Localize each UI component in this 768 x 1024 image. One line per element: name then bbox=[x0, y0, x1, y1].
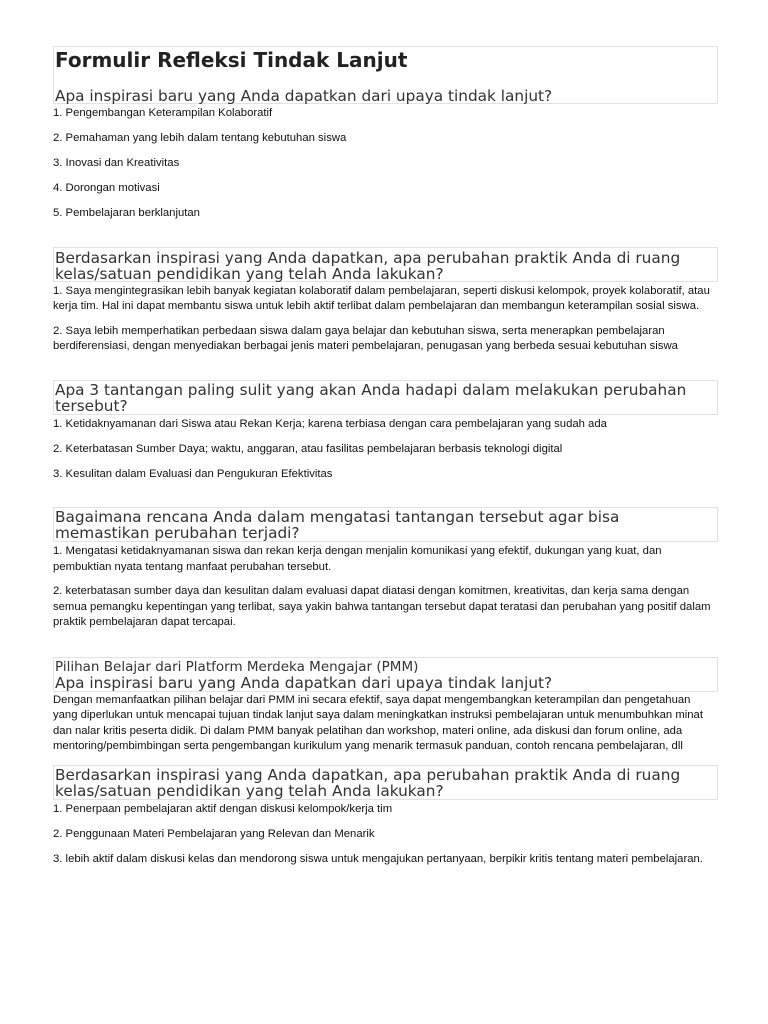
answer-4-2: 2. keterbatasan sumber daya dan kesulitan dalam evaluasi dapat diatasi dengan komitmen, kreativitas, dan kerja sama dengan semua pemangku kepentingan yang terlibat, saya yakin bahwa tantangan tersebut dapat teratasi dan perubahan yang positif dalam praktik pembelajaran dapat tercapai. bbox=[53, 585, 711, 628]
title-box bbox=[53, 46, 718, 104]
answer-3-1: 1. Ketidaknyamanan dari Siswa atau Rekan Kerja; karena terbiasa dengan cara pembelajaran yang sudah ada bbox=[53, 417, 607, 430]
answers-5 bbox=[53, 693, 718, 755]
answer-2-1: 1. Saya mengintegrasikan lebih banyak kegiatan kolaboratif dalam pembelajaran, seperti diskusi kelompok, proyek kolaboratif, atau kerja tim. Hal ini dapat membantu siswa untuk lebih aktif terlibat dalam pembelajaran dan membangun keterampilan sosial siswa. bbox=[53, 284, 710, 312]
answer-4-1: 1. Mengatasi ketidaknyamanan siswa dan rekan kerja dengan menjalin komunikasi yang efektif, dukungan yang kuat, dan pembuktian nyata tentang manfaat perubahan tersebut. bbox=[53, 545, 662, 573]
answers-4 bbox=[53, 544, 718, 631]
answer-2-2: 2. Saya lebih memperhatikan perbedaan siswa dalam gaya belajar dan kebutuhan siswa, serta menerapkan pembelajaran berdiferensiasi, dengan menyediakan berbagai jenis materi pembelajaran, penugasan yang berbeda sesuai kebutuhan siswa bbox=[53, 324, 678, 352]
question-1: Apa inspirasi baru yang Anda dapatkan dari upaya tindak lanjut? bbox=[55, 87, 553, 105]
answers-1 bbox=[53, 106, 718, 222]
answer-3-2: 2. Keterbatasan Sumber Daya; waktu, anggaran, atau fasilitas pembelajaran berbasis teknologi digital bbox=[53, 442, 563, 455]
answer-3-3: 3. Kesulitan dalam Evaluasi dan Pengukuran Efektivitas bbox=[53, 467, 333, 480]
answers-6 bbox=[53, 802, 718, 868]
page-title: Formulir Refleksi Tindak Lanjut bbox=[55, 48, 408, 72]
question-2: Berdasarkan inspirasi yang Anda dapatkan, apa perubahan praktik Anda di ruang kelas/satuan pendidikan yang telah Anda lakukan? bbox=[55, 248, 681, 283]
answer-5-1: Dengan memanfaatkan pilihan belajar dari PMM ini secara efektif, saya dapat mengembangkan keterampilan dan pengetahuan yang diperlukan untuk mencapai tujuan tindak lanjut saya dalam meningkatkan instruksi pembelajaran untuk menumbuhkan minat dan nalar kritis peserta didik. Di dalam PMM banyak pelatihan dan workshop, materi online, ada diskusi dan forum online, ada mentoring/pembimbingan serta pengembangan kurikulum yang menarik termasuk panduan, contoh rencana pembelajaran, dll bbox=[53, 693, 703, 752]
question-box-2 bbox=[53, 247, 718, 282]
answer-1-4: 4. Dorongan motivasi bbox=[53, 182, 160, 194]
answer-1-2: 2. Pemahaman yang lebih dalam tentang kebutuhan siswa bbox=[53, 132, 347, 144]
question-box-6 bbox=[53, 765, 718, 800]
question-4: Bagaimana rencana Anda dalam mengatasi tantangan tersebut agar bisa memastikan perubahan terjadi? bbox=[55, 508, 620, 542]
answer-6-2: 2. Penggunaan Materi Pembelajaran yang Relevan dan Menarik bbox=[53, 827, 375, 840]
question-box-5 bbox=[53, 657, 718, 692]
question-3: Apa 3 tantangan paling sulit yang akan Anda hadapi dalam melakukan perubahan tersebut? bbox=[55, 380, 687, 415]
pmm-subheading: Pilihan Belajar dari Platform Merdeka Mengajar (PMM) bbox=[55, 658, 419, 675]
question-5: Apa inspirasi baru yang Anda dapatkan dari upaya tindak lanjut? bbox=[55, 673, 553, 692]
answer-1-1: 1. Pengembangan Keterampilan Kolaboratif bbox=[53, 107, 273, 119]
question-6: Berdasarkan inspirasi yang Anda dapatkan, apa perubahan praktik Anda di ruang kelas/satuan pendidikan yang telah Anda lakukan? bbox=[55, 765, 681, 800]
reflection-form bbox=[53, 46, 718, 867]
answer-1-3: 3. Inovasi dan Kreativitas bbox=[53, 157, 180, 169]
answer-6-1: 1. Penerpaan pembelajaran aktif dengan diskusi kelompok/kerja tim bbox=[53, 802, 393, 815]
question-box-3 bbox=[53, 380, 718, 415]
answers-2 bbox=[53, 284, 718, 355]
answers-3 bbox=[53, 417, 718, 483]
answer-1-5: 5. Pembelajaran berklanjutan bbox=[53, 207, 200, 219]
answer-6-3: 3. lebih aktif dalam diskusi kelas dan mendorong siswa untuk mengajukan pertanyaan, berpikir kritis tentang materi pembelajaran. bbox=[53, 852, 703, 865]
question-box-4 bbox=[53, 507, 718, 542]
